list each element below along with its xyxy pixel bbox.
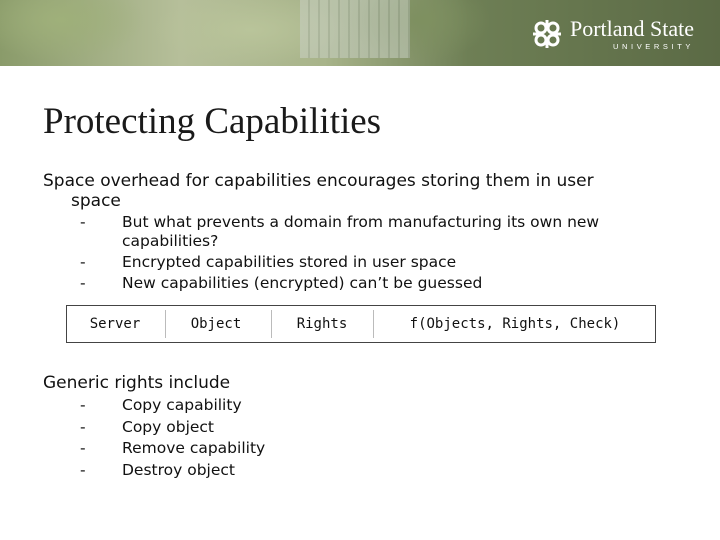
point-generic-rights (43, 373, 230, 393)
list-item (80, 213, 700, 251)
dash-bullet: - (80, 253, 86, 271)
field-server: Server (89, 316, 141, 332)
psu-logo-icon (530, 17, 564, 51)
field-check: f(Objects, Rights, Check) (409, 316, 621, 332)
list-item (80, 274, 700, 293)
field-rights: Rights (296, 316, 348, 332)
list-item-text: Copy object (122, 417, 215, 436)
point-space-overhead-line1: Space overhead for capabilities encourages storing them in user (43, 171, 594, 191)
list-item-text: Copy capability (122, 396, 242, 414)
dash-bullet: - (80, 460, 86, 479)
university-logo[interactable] (530, 14, 694, 54)
list-item (80, 460, 700, 482)
list-item (80, 395, 700, 417)
list-item-text: Encrypted capabilities stored in user space (122, 253, 457, 271)
slide-title: Protecting Capabilities (43, 101, 382, 142)
field-divider (271, 310, 272, 338)
dash-bullet: - (80, 274, 86, 292)
banner-photo-building (300, 0, 410, 58)
list-item-text: Destroy object (122, 460, 236, 479)
list-item-text: Remove capability (122, 439, 266, 457)
field-divider (165, 310, 166, 338)
list-item-text: But what prevents a domain from manufacturing its own new (122, 213, 600, 231)
list-item (80, 438, 700, 460)
list-item-text: New capabilities (encrypted) can’t be guessed (122, 274, 483, 292)
dash-bullet: - (80, 396, 86, 414)
list-item (80, 417, 700, 439)
list-item (80, 253, 700, 272)
dash-bullet: - (80, 213, 86, 231)
point-space-overhead-line2: space (71, 191, 121, 211)
dash-bullet: - (80, 439, 86, 457)
field-divider (373, 310, 374, 338)
field-object: Object (190, 316, 242, 332)
sub-list-2 (80, 395, 700, 481)
point-space-overhead (43, 171, 594, 211)
logo-name: Portland State (569, 15, 694, 41)
header-banner (0, 0, 720, 66)
logo-university: UNIVERSITY (612, 41, 694, 51)
sub-list-1 (80, 213, 700, 293)
dash-bullet: - (80, 417, 86, 436)
capability-format-box (66, 305, 656, 343)
point-generic-rights-line1: Generic rights include (43, 373, 231, 393)
list-item-text: capabilities? (122, 232, 219, 250)
